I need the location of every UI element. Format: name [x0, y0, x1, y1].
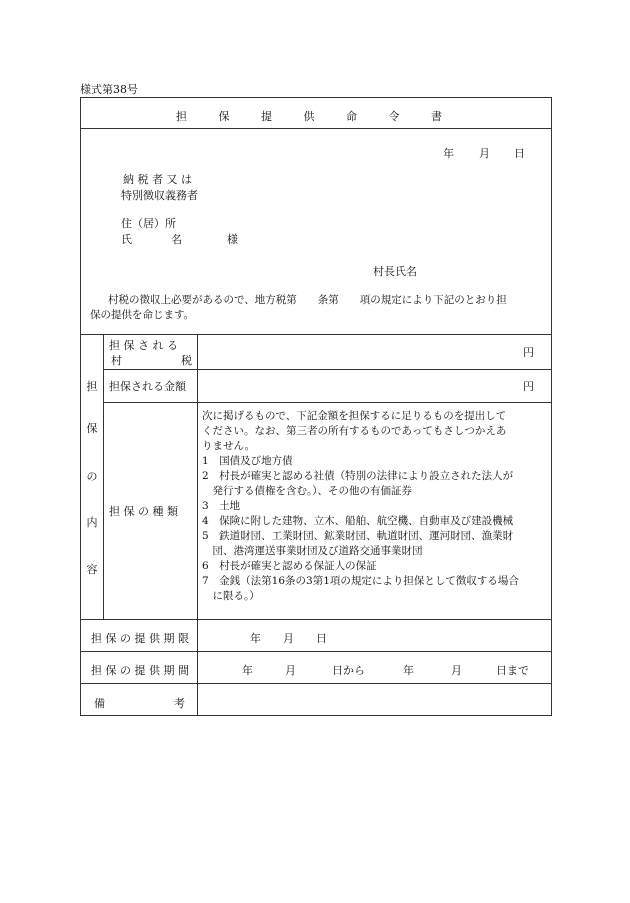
kind-line: りません。 [202, 440, 256, 452]
order-form [80, 97, 552, 716]
issuer-name: 村長氏名 [373, 265, 417, 278]
name-label-2: 名 [171, 233, 182, 246]
kind-line: 1 国債及び地方債 [202, 455, 293, 467]
kind-line: 4 保険に附した建物、立木、船舶、航空機、自動車及び建設機械 [202, 515, 514, 527]
date-day: 日 [514, 147, 525, 160]
divider [81, 619, 551, 620]
name-label-1: 氏 [121, 233, 132, 246]
deadline-value: 年 月 日 [250, 632, 327, 645]
kind-line: 団、港湾運送事業財団及び道路交通事業財団 [202, 545, 423, 557]
kind-line: 発行する債権を含む。）、その他の有価証券 [202, 485, 412, 497]
kind-line: 5 鉄道財団、工業財団、鉱業財団、軌道財団、運河財団、漁業財 [202, 530, 514, 542]
period-from-month: 月 [285, 664, 296, 677]
section-char-1: 担 [86, 380, 98, 393]
tax-label-village: 村 [111, 354, 122, 367]
honorific: 様 [227, 233, 238, 246]
period-from-year: 年 [242, 664, 253, 677]
divider [81, 334, 551, 335]
intro-text-line2: 保の提供を命じます。 [90, 309, 195, 321]
period-to-year: 年 [403, 664, 414, 677]
tax-label-tax: 税 [181, 354, 192, 367]
kind-line: 6 村長が確実と認める保証人の保証 [202, 560, 377, 572]
tax-label-line1: 担 保 さ れ る [109, 339, 178, 352]
period-from-day: 日から [332, 664, 365, 677]
amount-label: 担保される金額 [109, 380, 186, 393]
address-label: 住（居）所 [121, 217, 176, 230]
deadline-label: 担 保 の 提 供 期 限 [91, 632, 189, 645]
intro-text-line1: 村税の徴収上必要があるので、地方税第 条第 項の規定により下記のとおり担 [108, 294, 507, 306]
yen-unit: 円 [523, 380, 534, 393]
divider [81, 651, 551, 652]
kind-line: 次に掲げるもので、下記金額を担保するに足りるものを提出して [202, 410, 507, 422]
kind-line: に限る。） [202, 590, 260, 602]
divider [81, 128, 551, 129]
form-number: 様式第38号 [80, 83, 138, 96]
section-char-3: の [86, 470, 98, 483]
kind-line: 2 村長が確実と認める社債（特別の法律により設立された法人が [202, 470, 514, 482]
divider [81, 683, 551, 684]
period-label: 担 保 の 提 供 期 間 [91, 664, 189, 677]
divider [103, 369, 551, 370]
divider [103, 334, 104, 619]
kind-line: ください。なお、第三者の所有するものであってもさしつかえあ [202, 425, 507, 437]
section-char-5: 容 [86, 563, 98, 576]
document-title: 担 保 提 供 命 令 書 [176, 110, 456, 123]
kind-line: 3 土地 [202, 500, 241, 512]
period-to-month: 月 [451, 664, 462, 677]
section-char-2: 保 [86, 422, 98, 435]
kind-description [202, 409, 519, 604]
kind-label: 担 保 の 種 類 [109, 505, 178, 518]
remarks-label-1: 備 [94, 697, 105, 710]
yen-unit: 円 [523, 346, 534, 359]
divider [197, 334, 198, 715]
period-to-day: 日まで [496, 664, 529, 677]
kind-line: 7 金銭（法第16条の3第1項の規定により担保として徴収する場合 [202, 575, 519, 587]
section-char-4: 内 [86, 516, 98, 529]
taxpayer-label: 納 税 者 又 は [123, 173, 192, 186]
date-month: 月 [479, 147, 490, 160]
remarks-label-2: 考 [174, 697, 185, 710]
divider [103, 402, 551, 403]
date-year: 年 [443, 147, 454, 160]
special-collector-label: 特別徴収義務者 [121, 189, 198, 202]
